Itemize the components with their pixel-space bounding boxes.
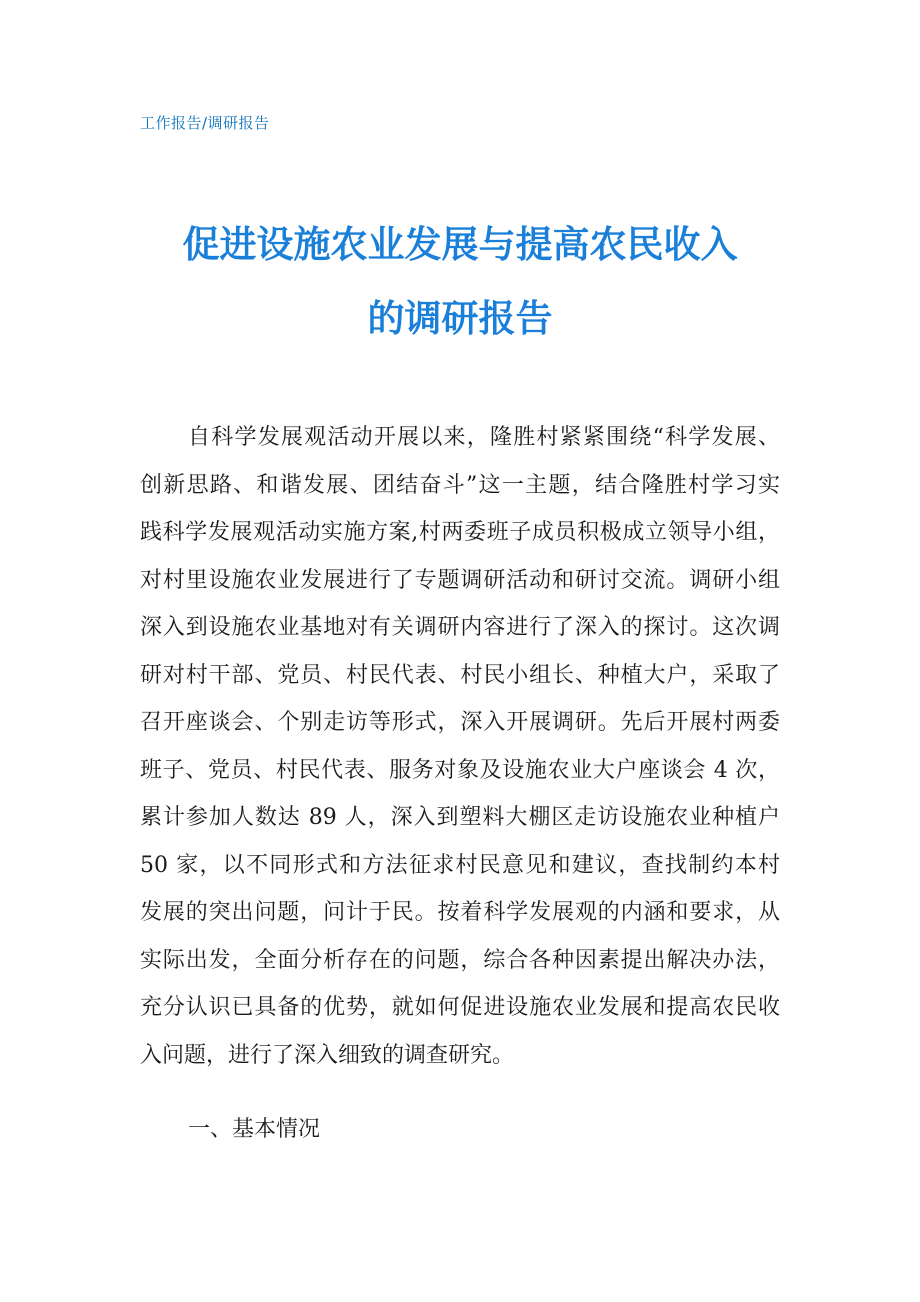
section-heading: 一、基本情况 xyxy=(188,1117,321,1142)
paragraph-line: 召开座谈会、个别走访等形式，深入开展调研。先后开展村两委 xyxy=(140,710,780,735)
paragraph-line: 深入到设施农业基地对有关调研内容进行了深入的探讨。这次调 xyxy=(140,615,780,640)
intro-paragraph xyxy=(140,414,780,1079)
paragraph-line: 入问题，进行了深入细致的调查研究。 xyxy=(140,1042,515,1068)
paragraph-line: 践科学发展观活动实施方案,村两委班子成员积极成立领导小组， xyxy=(140,520,780,545)
paragraph-line: 创新思路、和谐发展、团结奋斗”这一主题，结合隆胜村学习实 xyxy=(140,472,780,498)
paragraph-line: 对村里设施农业发展进行了专题调研活动和研讨交流。调研小组 xyxy=(140,567,780,593)
paragraph-line: 发展的突出问题，问计于民。按着科学发展观的内涵和要求，从 xyxy=(140,900,780,925)
paragraph-line: 自科学发展观活动开展以来，隆胜村紧紧围绕“科学发展、 xyxy=(188,425,780,450)
paragraph-line: 班子、党员、村民代表、服务对象及设施农业大户座谈会 4 次， xyxy=(140,757,780,783)
paragraph-line: 研对村干部、党员、村民代表、村民小组长、种植大户，采取了 xyxy=(140,662,780,688)
paragraph-line: 实际出发，全面分析存在的问题，综合各种因素提出解决办法， xyxy=(140,947,780,973)
paragraph-line: 充分认识已具备的优势，就如何促进设施农业发展和提高农民收 xyxy=(140,995,780,1020)
paragraph-line: 累计参加人数达 89 人，深入到塑料大棚区走访设施农业种植户 xyxy=(140,805,780,830)
document-title-line-1: 促进设施农业发展与提高农民收入 xyxy=(182,223,738,266)
paragraph-line: 50 家，以不同形式和方法征求村民意见和建议，查找制约本村 xyxy=(140,852,780,878)
document-category: 工作报告/调研报告 xyxy=(140,114,270,132)
document-title-line-2: 的调研报告 xyxy=(367,297,553,340)
